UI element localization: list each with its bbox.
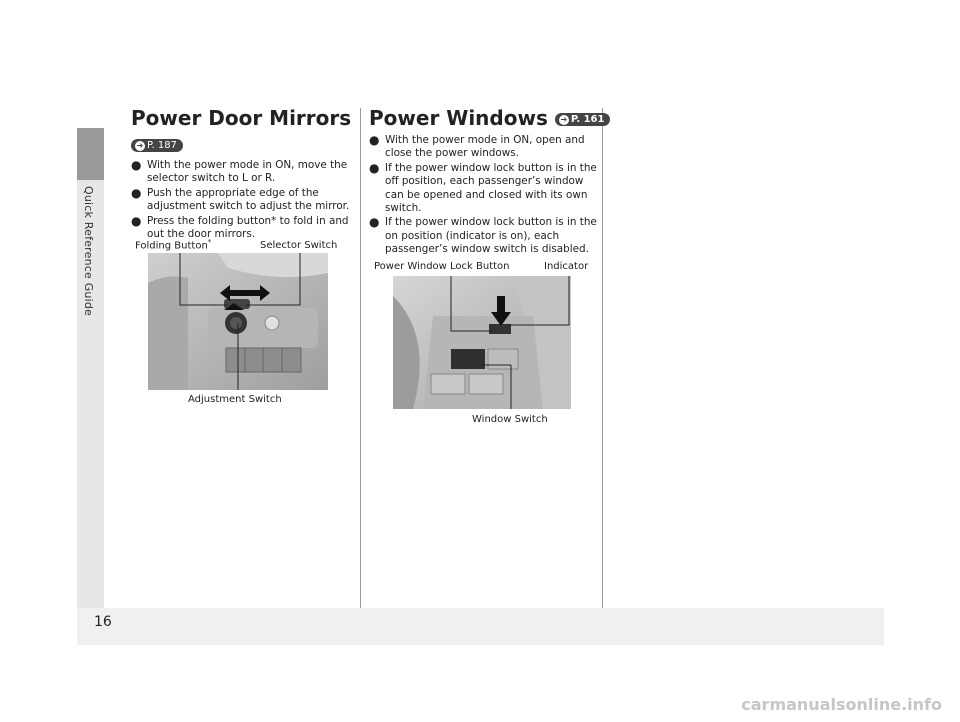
list-item: ● If the power window lock button is in the off position, each passenger’s window can be opened and closed with its own switch. xyxy=(369,160,597,215)
page-reference-link[interactable]: ➔ P. 187 xyxy=(131,139,183,152)
section-title: Power Windows ➔ P. 161 xyxy=(369,106,597,130)
sidebar-label: Quick Reference Guide xyxy=(82,186,95,316)
power-door-mirrors-section xyxy=(131,106,353,242)
arrow-icon: ➔ xyxy=(560,115,568,124)
list-item: ● With the power mode in ON, open and close the power windows. xyxy=(369,133,585,160)
door-mirror-controls-photo xyxy=(148,253,328,390)
lock-button-label: Power Window Lock Button xyxy=(374,261,510,272)
bullet-icon: ● xyxy=(131,158,142,172)
selector-switch-label: Selector Switch xyxy=(260,240,338,251)
page-number: 16 xyxy=(94,614,112,630)
power-window-controls-photo xyxy=(393,276,571,409)
section-title: Power Door Mirrors xyxy=(131,106,352,130)
list-item: ● With the power mode in ON, move the selector switch to L or R. xyxy=(131,158,348,185)
bullet-list xyxy=(369,134,597,257)
window-switch-label: Window Switch xyxy=(472,414,548,425)
adjustment-switch-label: Adjustment Switch xyxy=(188,394,282,405)
bullet-icon: ● xyxy=(369,215,380,230)
bullet-list xyxy=(131,159,353,241)
arrow-icon: ➔ xyxy=(136,141,144,150)
indicator-label: Indicator xyxy=(544,261,589,272)
page-reference-link[interactable]: ➔ P. 161 xyxy=(555,113,611,126)
bullet-icon: ● xyxy=(369,160,380,175)
side-tab-marker xyxy=(77,128,104,180)
bullet-icon: ● xyxy=(131,213,142,228)
list-item: ● Push the appropriate edge of the adjustment switch to adjust the mirror. xyxy=(131,185,350,213)
bullet-icon: ● xyxy=(131,185,142,200)
bullet-icon: ● xyxy=(369,133,380,147)
column-divider-1 xyxy=(360,108,361,608)
power-windows-section xyxy=(369,106,605,258)
watermark: carmanualsonline.info xyxy=(741,695,942,714)
list-item: ● Press the folding button* to fold in and out the door mirrors. xyxy=(131,213,349,241)
list-item: ● If the power window lock button is in the on position (indicator is on), each passenger’s window switch is disabled. xyxy=(369,215,597,256)
folding-button-label: Folding Button* xyxy=(135,238,212,252)
column-divider-2 xyxy=(602,108,603,608)
